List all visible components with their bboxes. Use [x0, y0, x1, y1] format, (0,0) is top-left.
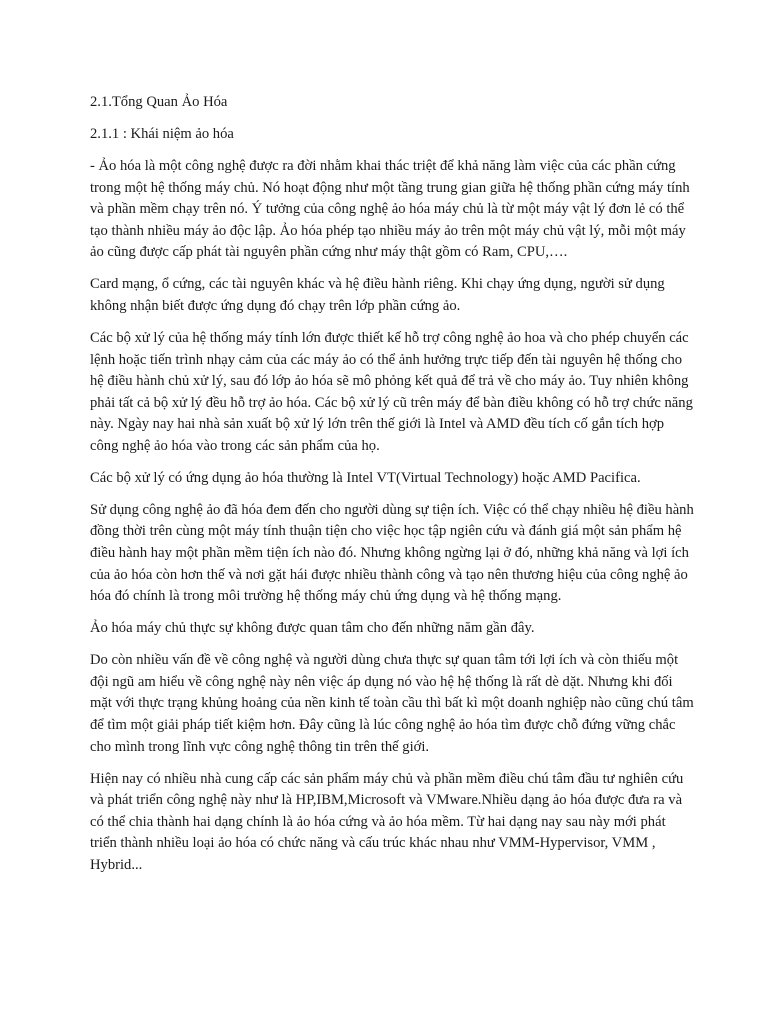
paragraph-6: Ảo hóa máy chủ thực sự không được quan tâm cho đến những năm gần đây.	[90, 620, 535, 637]
document-page	[90, 92, 696, 887]
paragraph-3: Các bộ xử lý của hệ thống máy tính lớn được thiết kế hỗ trợ công nghệ ảo hoa và cho phép chuyển các lệnh hoặc tiến trình nhạy cảm của các máy ảo có thể ảnh hưởng trực tiếp đến tài nguyên hệ thống cho hệ điều hành chủ xử lý, sau đó lớp ảo hóa sẽ mô phỏng kết quả để trả về cho máy ảo. Tuy nhiên không phải tất cả bộ xử lý đều hỗ trợ ảo hóa. Các bộ xử lý cũ trên máy để bàn điều không có hỗ trợ chức năng này. Ngày nay hai nhà sản xuất bộ xử lý lớn trên thế giới là Intel và AMD đều tích cố gắn tích hợp công nghệ ảo hóa vào trong các sản phẩm của họ.	[90, 329, 693, 454]
paragraph-4: Các bộ xử lý có ứng dụng ảo hóa thường là Intel VT(Virtual Technology) hoặc AMD Pacifica.	[90, 469, 641, 486]
subsection-heading: 2.1.1 : Khái niệm ảo hóa	[90, 125, 234, 142]
section-heading: 2.1.Tổng Quan Ảo Hóa	[90, 94, 228, 110]
paragraph-7: Do còn nhiều vấn đề về công nghệ và người dùng chưa thực sự quan tâm tới lợi ích và còn thiếu một đội ngũ am hiểu về công nghệ này nên việc áp dụng nó vào hệ hệ thống là rất dè dặt. Nhưng khi đối mặt với thực trạng khủng hoảng của nền kinh tế toàn cầu thì bất kì một doanh nghiệp nào cũng chú tâm để tìm một giải pháp tiết kiệm hơn. Đây cũng là lúc công nghệ ảo hóa tìm được chỗ đứng vững chắc cho mình trong lĩnh vực công nghệ thông tin trên thế giới.	[90, 652, 694, 755]
paragraph-8: Hiện nay có nhiều nhà cung cấp các sản phẩm máy chủ và phần mềm điều chú tâm đầu tư nghiên cứu và phát triển công nghệ này như là HP,IBM,Microsoft và VMware.Nhiều dạng ảo hóa được đưa ra và có thể chia thành hai dạng chính là ảo hóa cứng và ảo hóa mềm. Từ hai dạng nay sau này mới phát triển thành nhiều loại ảo hóa có chức năng và cấu trúc khác nhau như VMM-Hypervisor, VMM , Hybrid...	[90, 770, 684, 873]
paragraph-5: Sử dụng công nghệ ảo đã hóa đem đến cho người dùng sự tiện ích. Việc có thể chạy nhiều hệ điều hành đồng thời trên cùng một máy tính thuận tiện cho việc học tập ngiên cứu và đánh giá một sản phẩm hệ điều hành hay một phần mềm tiện ích nào đó. Nhưng không ngừng lại ở đó, những khả năng và lợi ích của ảo hóa còn hơn thế và nơi gặt hái được nhiều thành công và tạo nên thương hiệu của công nghệ ảo hóa đó chính là trong môi trường hệ thống máy chủ ứng dụng và hệ thống mạng.	[90, 501, 694, 605]
paragraph-1: - Ảo hóa là một công nghệ được ra đời nhằm khai thác triệt để khả năng làm việc của các phần cứng trong một hệ thống máy chủ. Nó hoạt động như một tầng trung gian giữa hệ thống phần cứng máy tính và phần mềm chạy trên nó. Ý tưởng của công nghệ ảo hóa máy chủ là từ một máy vật lý đơn lẻ có thể tạo thành nhiều máy ảo độc lập. Ảo hóa phép tạo nhiều máy ảo trên một máy chủ vật lý, mỗi một máy ảo cũng được cấp phát tài nguyên phần cứng như máy thật gồm có Ram, CPU,….	[90, 157, 690, 261]
paragraph-2: Card mạng, ổ cứng, các tài nguyên khác và hệ điều hành riêng. Khi chạy ứng dụng, người sử dụng không nhận biết được ứng dụng đó chạy trên lớp phần cứng ảo.	[90, 276, 665, 314]
